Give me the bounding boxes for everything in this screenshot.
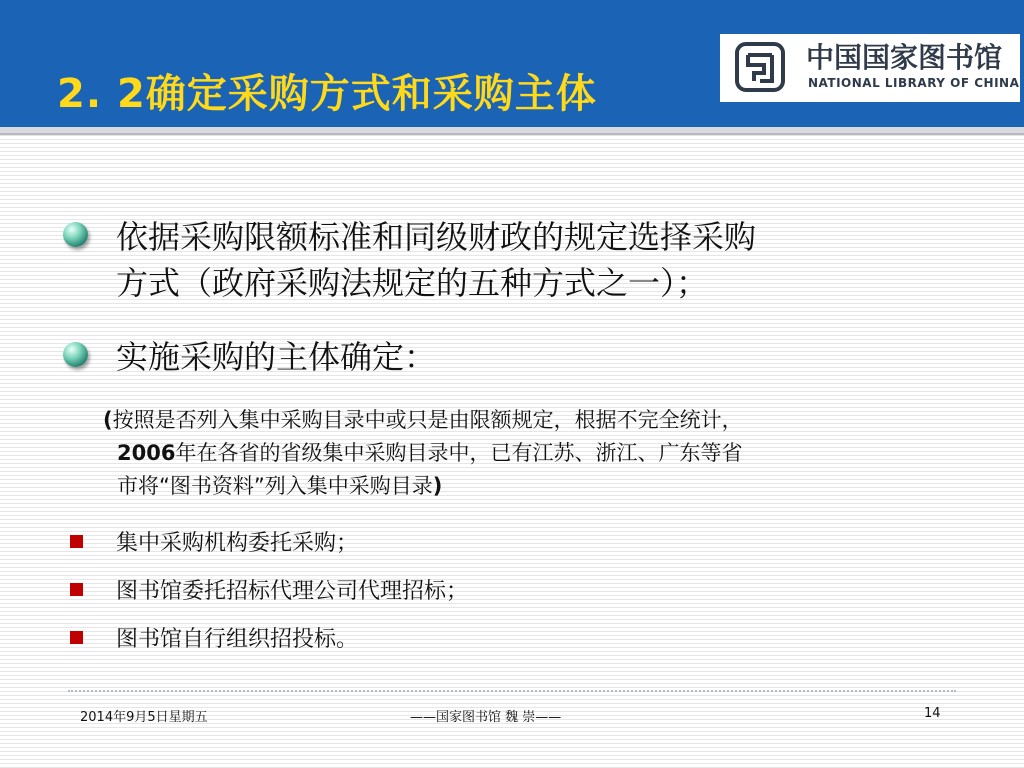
ball-bullet-icon: [63, 342, 88, 367]
note-open-paren: (: [103, 408, 113, 432]
square-bullet-icon: [70, 631, 83, 644]
footer-divider: [68, 690, 956, 692]
ball-bullet-icon: [63, 222, 88, 247]
note-close-paren: ): [432, 474, 443, 498]
sub-list-item: [70, 574, 468, 605]
footer-author: ——国家图书馆 魏 崇——: [410, 710, 562, 725]
logo-english-name: NATIONAL LIBRARY OF CHINA: [808, 76, 1020, 90]
bullet-item: [63, 214, 756, 306]
bullet-text: [116, 214, 756, 306]
page-number: 14: [924, 706, 941, 721]
header-banner: [0, 0, 1024, 127]
note-paragraph: [103, 404, 983, 503]
library-seal-icon: [734, 41, 786, 93]
square-bullet-icon: [70, 583, 83, 596]
sub-item-text: 图书馆自行组织招投标。: [116, 627, 359, 652]
note-text: 按照是否列入集中采购目录中或只是由限额规定，根据不完全统计，: [112, 408, 743, 432]
note-text: 市将“图书资料”列入集中采购目录: [117, 474, 433, 498]
header-divider-line: [0, 133, 1024, 135]
footer-date: 2014年9月5日星期五: [80, 710, 208, 725]
sub-list-item: [70, 526, 358, 557]
note-line: [103, 470, 983, 503]
library-logo: [720, 34, 1020, 102]
bullet-text: 实施采购的主体确定：: [116, 338, 437, 376]
logo-chinese-name: 中国国家图书馆: [806, 41, 1003, 74]
note-text: 年在各省的省级集中采购目录中，已有江苏、浙江、广东等省: [175, 441, 743, 465]
slide-title: 2. 2确定采购方式和采购主体: [57, 71, 597, 117]
bullet-line: 依据采购限额标准和同级财政的规定选择采购: [116, 218, 757, 256]
note-line: [103, 437, 983, 470]
bullet-line: 方式（政府采购法规定的五种方式之一）；: [116, 264, 709, 302]
square-bullet-icon: [70, 535, 83, 548]
sub-item-text: 集中采购机构委托采购；: [116, 531, 359, 556]
note-line: [103, 404, 983, 437]
sub-item-text: 图书馆委托招标代理公司代理招标；: [116, 579, 469, 604]
bullet-item: [63, 334, 436, 380]
note-year: 2006: [117, 441, 176, 465]
sub-list-item: [70, 622, 358, 653]
